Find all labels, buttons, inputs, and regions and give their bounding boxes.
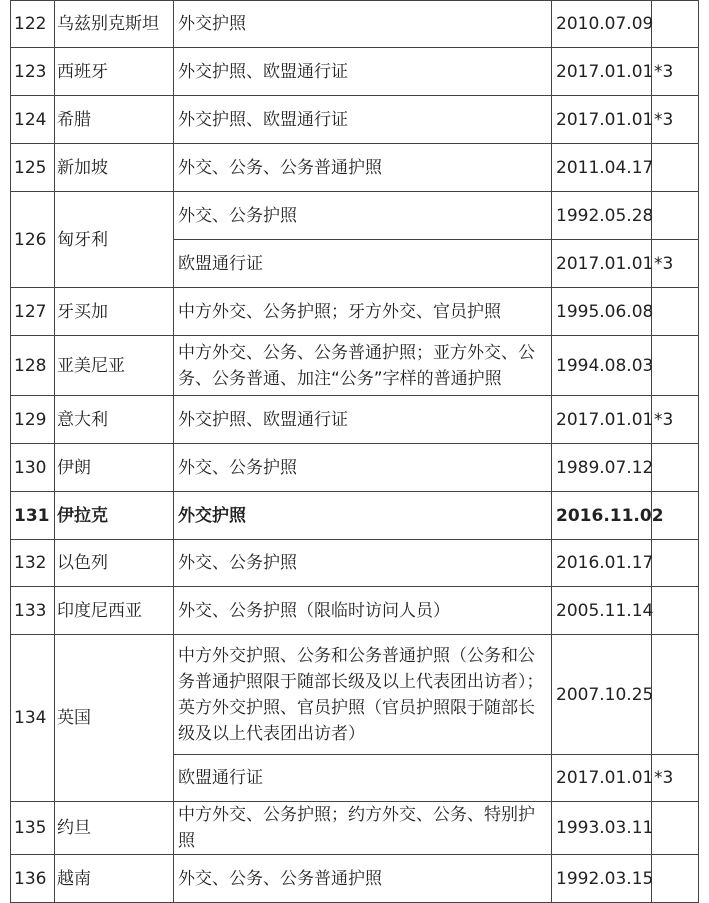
table-row bbox=[11, 396, 699, 444]
table-row bbox=[11, 96, 699, 144]
row-number: 123 bbox=[11, 48, 55, 96]
row-number: 131 bbox=[11, 492, 55, 540]
note: *3 bbox=[652, 240, 699, 288]
row-number: 126 bbox=[11, 192, 55, 288]
passport-types: 外交护照、欧盟通行证 bbox=[174, 96, 552, 144]
note bbox=[652, 144, 699, 192]
table-row bbox=[11, 492, 699, 540]
passport-types: 外交、公务护照 bbox=[174, 444, 552, 492]
effective-date: 2011.04.17 bbox=[552, 144, 652, 192]
note bbox=[652, 540, 699, 587]
note: *3 bbox=[652, 755, 699, 802]
effective-date: 1994.08.03 bbox=[552, 336, 652, 396]
effective-date: 2005.11.14 bbox=[552, 587, 652, 635]
note: *3 bbox=[652, 396, 699, 444]
country-name: 英国 bbox=[55, 635, 174, 802]
table-row bbox=[11, 336, 699, 396]
note: *3 bbox=[652, 96, 699, 144]
table-row bbox=[11, 444, 699, 492]
row-number: 124 bbox=[11, 96, 55, 144]
note bbox=[652, 288, 699, 336]
passport-types: 外交护照 bbox=[174, 1, 552, 48]
country-name: 乌兹别克斯坦 bbox=[55, 1, 174, 48]
row-number: 130 bbox=[11, 444, 55, 492]
row-number: 136 bbox=[11, 855, 55, 903]
country-name: 意大利 bbox=[55, 396, 174, 444]
table-row bbox=[11, 288, 699, 336]
country-name: 西班牙 bbox=[55, 48, 174, 96]
country-name: 约旦 bbox=[55, 802, 174, 855]
country-name: 以色列 bbox=[55, 540, 174, 587]
effective-date: 2016.01.17 bbox=[552, 540, 652, 587]
passport-types: 中方外交护照、公务和公务普通护照（公务和公务普通护照限于随部长级及以上代表团出访者）；英方外交护照、官员护照（官员护照限于随部长级及以上代表团出访者） bbox=[174, 635, 552, 755]
country-name: 印度尼西亚 bbox=[55, 587, 174, 635]
country-name: 伊朗 bbox=[55, 444, 174, 492]
note bbox=[652, 635, 699, 755]
country-name: 伊拉克 bbox=[55, 492, 174, 540]
row-number: 132 bbox=[11, 540, 55, 587]
note bbox=[652, 192, 699, 240]
note bbox=[652, 587, 699, 635]
effective-date: 2017.01.01 bbox=[552, 755, 652, 802]
country-name: 匈牙利 bbox=[55, 192, 174, 288]
country-name: 越南 bbox=[55, 855, 174, 903]
effective-date: 2017.01.01 bbox=[552, 96, 652, 144]
effective-date: 1995.06.08 bbox=[552, 288, 652, 336]
note bbox=[652, 802, 699, 855]
passport-types: 中方外交、公务护照；约方外交、公务、特别护照 bbox=[174, 802, 552, 855]
passport-types: 外交护照、欧盟通行证 bbox=[174, 48, 552, 96]
row-number: 133 bbox=[11, 587, 55, 635]
row-number: 135 bbox=[11, 802, 55, 855]
effective-date: 2017.01.01 bbox=[552, 48, 652, 96]
table-row bbox=[11, 802, 699, 855]
note bbox=[652, 444, 699, 492]
passport-types: 外交、公务护照 bbox=[174, 540, 552, 587]
note: *3 bbox=[652, 48, 699, 96]
table-row bbox=[11, 1, 699, 48]
table-row bbox=[11, 587, 699, 635]
effective-date: 1992.05.28 bbox=[552, 192, 652, 240]
passport-types: 中方外交、公务、公务普通护照；亚方外交、公务、公务普通、加注“公务”字样的普通护照 bbox=[174, 336, 552, 396]
row-number: 127 bbox=[11, 288, 55, 336]
passport-types: 外交护照 bbox=[174, 492, 552, 540]
country-name: 希腊 bbox=[55, 96, 174, 144]
passport-types: 外交、公务、公务普通护照 bbox=[174, 144, 552, 192]
effective-date: 2010.07.09 bbox=[552, 1, 652, 48]
country-name: 牙买加 bbox=[55, 288, 174, 336]
effective-date: 2017.01.01 bbox=[552, 396, 652, 444]
note bbox=[652, 1, 699, 48]
table-row bbox=[11, 540, 699, 587]
note bbox=[652, 336, 699, 396]
country-name: 亚美尼亚 bbox=[55, 336, 174, 396]
passport-types: 外交、公务、公务普通护照 bbox=[174, 855, 552, 903]
passport-types: 外交护照、欧盟通行证 bbox=[174, 396, 552, 444]
country-name: 新加坡 bbox=[55, 144, 174, 192]
row-number: 128 bbox=[11, 336, 55, 396]
visa-exemption-table bbox=[10, 0, 699, 903]
effective-date: 2016.11.02 bbox=[552, 492, 652, 540]
row-number: 125 bbox=[11, 144, 55, 192]
passport-types: 外交、公务护照 bbox=[174, 192, 552, 240]
table-row bbox=[11, 144, 699, 192]
row-number: 122 bbox=[11, 1, 55, 48]
passport-types: 外交、公务护照（限临时访问人员） bbox=[174, 587, 552, 635]
effective-date: 1993.03.11 bbox=[552, 802, 652, 855]
effective-date: 1992.03.15 bbox=[552, 855, 652, 903]
effective-date: 2017.01.01 bbox=[552, 240, 652, 288]
passport-types: 欧盟通行证 bbox=[174, 240, 552, 288]
passport-types: 欧盟通行证 bbox=[174, 755, 552, 802]
passport-types: 中方外交、公务护照；牙方外交、官员护照 bbox=[174, 288, 552, 336]
table-row bbox=[11, 192, 699, 240]
table-row bbox=[11, 855, 699, 903]
effective-date: 2007.10.25 bbox=[552, 635, 652, 755]
row-number: 134 bbox=[11, 635, 55, 802]
table-row bbox=[11, 635, 699, 755]
row-number: 129 bbox=[11, 396, 55, 444]
note bbox=[652, 855, 699, 903]
table-row bbox=[11, 48, 699, 96]
effective-date: 1989.07.12 bbox=[552, 444, 652, 492]
